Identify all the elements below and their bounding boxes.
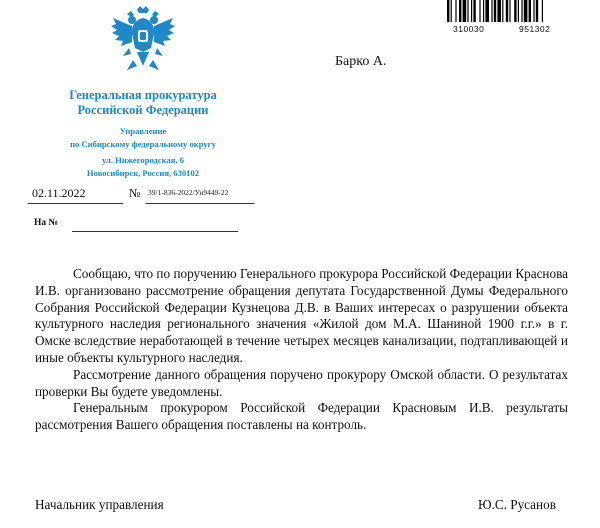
body-paragraph-2: Рассмотрение данного обращения поручено прокурору Омской области. О результатах проверки Вы будете уведомлены.	[35, 366, 568, 399]
reply-to-underline	[72, 231, 238, 232]
number-sign: №	[129, 186, 141, 200]
org-name-line1: Генеральная прокуратура	[69, 88, 217, 102]
signatory-name: Ю.С. Русанов	[478, 497, 556, 512]
reply-to-label: На №	[34, 218, 59, 228]
addressee: Барко А.	[335, 54, 387, 69]
barcode-digits-right: 951302	[519, 24, 551, 34]
address-line1: ул. Нижегородская, 6	[101, 155, 185, 165]
coat-of-arms-emblem-icon	[107, 4, 179, 82]
barcode-icon	[447, 0, 585, 22]
signatory-title: Начальник управления	[35, 497, 164, 512]
letter-body	[35, 266, 568, 434]
body-paragraph-1: Сообщаю, что по поручению Генерального прокурора Российской Федерации Краснова И.В. организовано рассмотрение обращения депутата Государственной Думы Федерального Собрания Российской Федерации Кузнецова Д.В. в Ваших интересах о разрушении объекта культурного наследия регионального значения «Жилой дом М.А. Шаниной 1900 г.г.» в г. Омске вследствие неработающей в течение четырех месяцев канализации, подтапливающей и иные объекты культурного наследия.	[35, 266, 568, 365]
body-paragraph-3: Генеральным прокурором Российской Федерации Красновым И.В. результаты рассмотрения Вашего обращения поставлены на контроль.	[35, 400, 568, 433]
org-name-line2: Российской Федерации	[77, 103, 209, 117]
registration-number: 39/1-836-2022/Ун9449-22	[148, 188, 229, 197]
department-line1: Управление	[119, 126, 167, 136]
document-date: 02.11.2022	[32, 186, 86, 200]
barcode-digits-left: 310030	[453, 24, 485, 34]
department-line2: по Сибирскому федеральному округу	[70, 139, 216, 149]
date-underline	[28, 203, 123, 204]
regno-underline	[146, 203, 254, 204]
address-line2: Новосибирск, Россия, 630102	[86, 168, 200, 178]
